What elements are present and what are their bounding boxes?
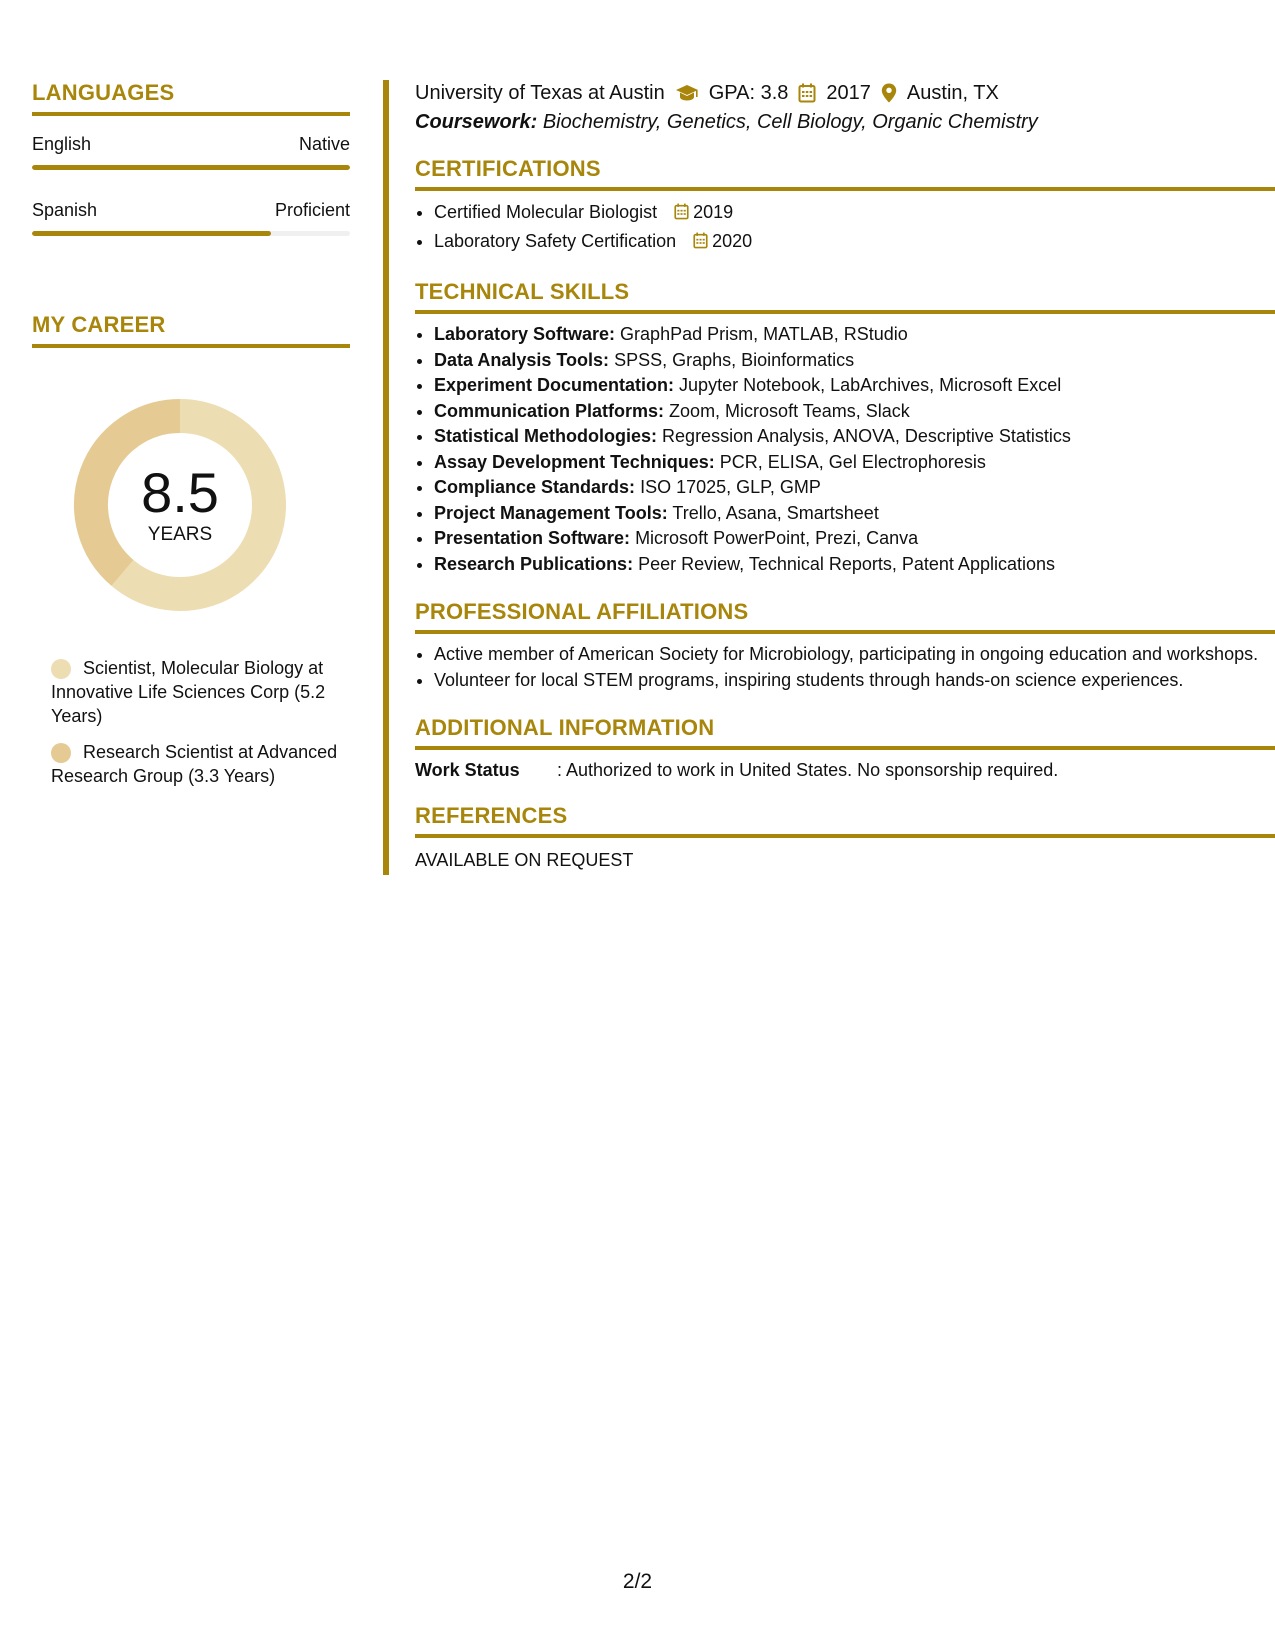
skill-value: Trello, Asana, Smartsheet bbox=[672, 502, 879, 523]
skill-value: Regression Analysis, ANOVA, Descriptive Statistics bbox=[662, 426, 1071, 446]
skill-label: Project Management Tools: bbox=[434, 502, 668, 523]
skill-label: Compliance Standards: bbox=[434, 477, 636, 497]
skill-label: Presentation Software: bbox=[434, 528, 631, 548]
coursework-label: Coursework: bbox=[415, 111, 538, 133]
school-name: University of Texas at Austin bbox=[415, 81, 665, 104]
page-number: 2/2 bbox=[622, 1570, 653, 1593]
certification-name: Certified Molecular Biologist bbox=[434, 202, 658, 222]
education-entry bbox=[415, 80, 1275, 134]
skill-item bbox=[434, 424, 1275, 450]
legend-dot bbox=[51, 659, 71, 679]
skill-label: Statistical Methodologies: bbox=[434, 426, 658, 446]
main-column bbox=[383, 80, 1275, 875]
affiliations-list bbox=[415, 642, 1275, 693]
work-status-row bbox=[415, 760, 1275, 781]
language-name: English bbox=[32, 134, 92, 154]
skill-label: Data Analysis Tools: bbox=[434, 349, 610, 370]
gpa: GPA: 3.8 bbox=[708, 81, 789, 104]
references-section bbox=[415, 803, 1275, 871]
language-proficiency-fill bbox=[32, 165, 350, 170]
career-section bbox=[32, 312, 350, 788]
section-title: TECHNICAL SKILLS bbox=[415, 279, 1275, 314]
legend-dot bbox=[51, 743, 71, 763]
languages-section bbox=[32, 80, 350, 236]
education-line bbox=[415, 80, 1275, 106]
language-level: Native bbox=[298, 134, 350, 154]
language-item bbox=[32, 200, 350, 236]
section-title: ADDITIONAL INFORMATION bbox=[415, 715, 1275, 750]
career-donut-chart bbox=[65, 390, 295, 620]
coursework-list: Biochemistry, Genetics, Cell Biology, Organic Chemistry bbox=[542, 111, 1038, 133]
language-proficiency-bar bbox=[32, 165, 350, 170]
skill-value: Zoom, Microsoft Teams, Slack bbox=[669, 400, 910, 421]
language-level: Proficient bbox=[274, 200, 350, 220]
graduation-cap-icon bbox=[675, 84, 699, 102]
career-label: Research Scientist at Advanced Research Group (3.3 Years) bbox=[51, 742, 338, 786]
skill-value: ISO 17025, GLP, GMP bbox=[640, 477, 821, 497]
skill-value: Peer Review, Technical Reports, Patent Applications bbox=[638, 553, 1055, 574]
language-proficiency-fill bbox=[32, 231, 271, 236]
skill-value: Microsoft PowerPoint, Prezi, Canva bbox=[635, 528, 919, 548]
technical-skills-section bbox=[415, 279, 1275, 577]
skill-item bbox=[434, 348, 1275, 374]
skill-value: SPSS, Graphs, Bioinformatics bbox=[614, 349, 855, 370]
language-proficiency-bar bbox=[32, 231, 350, 236]
education-location: Austin, TX bbox=[906, 81, 999, 104]
calendar-icon bbox=[693, 230, 708, 257]
skill-value: GraphPad Prism, MATLAB, RStudio bbox=[620, 324, 908, 344]
skill-label: Research Publications: bbox=[434, 553, 634, 574]
career-legend-item bbox=[51, 656, 350, 728]
affiliation-item: • Volunteer for local STEM programs, inspiring students through hands-on science experiences. bbox=[434, 668, 1275, 694]
career-label: Scientist, Molecular Biology at Innovative Life Sciences Corp (5.2 Years) bbox=[51, 658, 326, 726]
affiliation-item: • Active member of American Society for Microbiology, participating in ongoing education and workshops. bbox=[434, 642, 1275, 668]
certification-year: 2020 bbox=[712, 231, 753, 251]
skill-label: Laboratory Software: bbox=[434, 324, 616, 344]
certification-year: 2019 bbox=[693, 202, 734, 222]
skill-item bbox=[434, 399, 1275, 425]
work-status-label: Work Status bbox=[415, 760, 520, 780]
section-title: LANGUAGES bbox=[32, 80, 350, 116]
skill-label: Assay Development Techniques: bbox=[434, 451, 715, 472]
skill-label: Experiment Documentation: bbox=[434, 375, 675, 395]
skill-item bbox=[434, 526, 1275, 552]
section-title: PROFESSIONAL AFFILIATIONS bbox=[415, 599, 1275, 634]
skill-item bbox=[434, 322, 1275, 348]
affiliations-section bbox=[415, 599, 1275, 693]
certification-item bbox=[434, 228, 1275, 257]
left-column bbox=[32, 80, 350, 800]
donut-center bbox=[65, 390, 295, 620]
work-status-value: : Authorized to work in United States. No sponsorship required. bbox=[557, 760, 1059, 780]
skill-item bbox=[434, 450, 1275, 476]
calendar-icon bbox=[674, 201, 689, 228]
skills-list bbox=[415, 322, 1275, 577]
certifications-list bbox=[415, 199, 1275, 257]
calendar-icon bbox=[798, 83, 816, 103]
skill-value: PCR, ELISA, Gel Electrophoresis bbox=[719, 451, 986, 472]
career-total-years: 8.5 bbox=[141, 461, 219, 524]
career-legend-item bbox=[51, 740, 350, 788]
skill-value: Jupyter Notebook, LabArchives, Microsoft Excel bbox=[679, 375, 1062, 395]
skill-label: Communication Platforms: bbox=[434, 400, 665, 421]
certification-item bbox=[434, 199, 1275, 228]
language-name: Spanish bbox=[32, 200, 98, 220]
coursework bbox=[415, 111, 1275, 134]
language-item bbox=[32, 134, 350, 170]
map-pin-icon bbox=[881, 83, 897, 103]
career-years-unit: YEARS bbox=[147, 524, 213, 545]
skill-item bbox=[434, 373, 1275, 399]
skill-item bbox=[434, 552, 1275, 578]
references-text: AVAILABLE ON REQUEST bbox=[415, 850, 634, 870]
section-title: MY CAREER bbox=[32, 312, 350, 348]
skill-item bbox=[434, 475, 1275, 501]
additional-info-section bbox=[415, 715, 1275, 781]
skill-item bbox=[434, 501, 1275, 527]
certifications-section bbox=[415, 156, 1275, 257]
section-title: CERTIFICATIONS bbox=[415, 156, 1275, 191]
section-title: REFERENCES bbox=[415, 803, 1275, 838]
certification-name: Laboratory Safety Certification bbox=[434, 231, 677, 251]
career-legend bbox=[51, 656, 350, 788]
graduation-year: 2017 bbox=[826, 81, 871, 104]
